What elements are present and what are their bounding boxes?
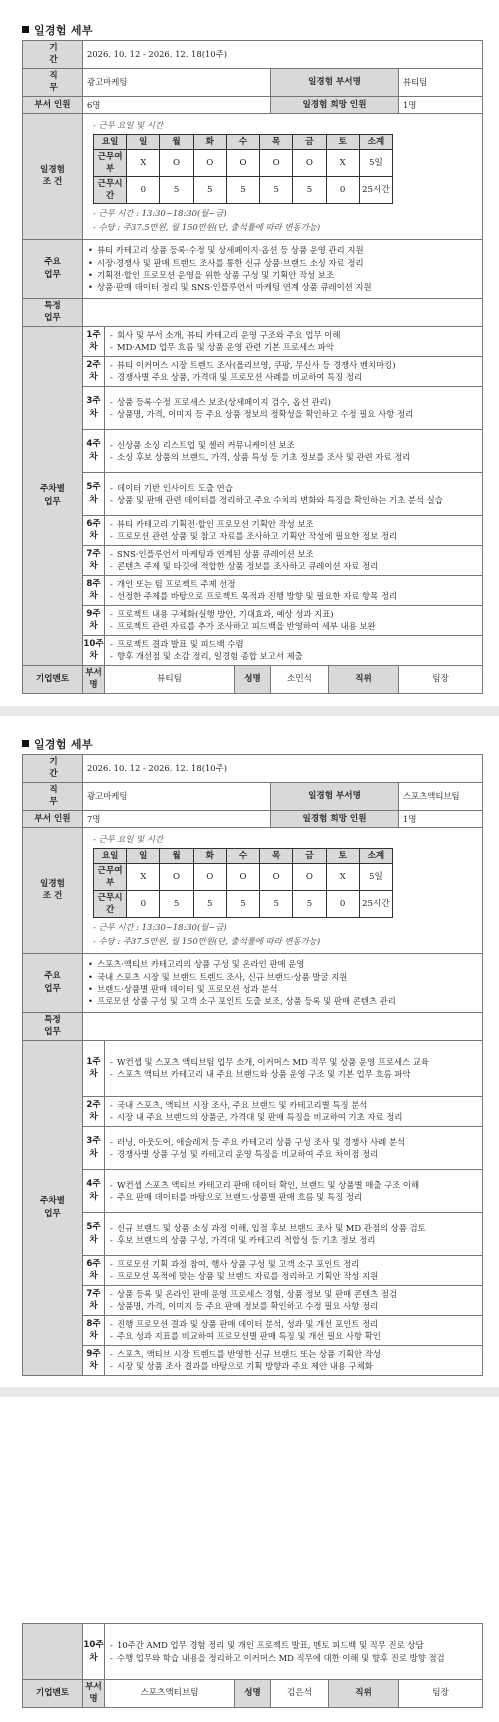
- week-label: 9주차: [83, 605, 105, 635]
- mentor-dept: 스포츠액티브팀: [105, 1680, 235, 1708]
- continuation-table: [22, 1623, 483, 1708]
- label-mentor-dept: 부서명: [83, 665, 105, 693]
- label-hope: 일경험 희망 인원: [271, 96, 399, 113]
- week-content: - W컨셉 스포츠 액티브 카테고리 판매 데이터 확인, 브랜드 및 상품별 매출 구조 이해 - 주요 판매 데이터를 바탕으로 브랜드·상품별 판매 흐름 및 특징 정리: [105, 1169, 483, 1212]
- hope-value: 1명: [399, 810, 483, 827]
- job-value: 광고마케팅: [83, 68, 271, 96]
- section-title: 일경험 세부: [22, 736, 93, 752]
- week-label: 4주차: [83, 1169, 105, 1212]
- week-label: 5주차: [83, 1212, 105, 1255]
- mentor-title: 팀장: [399, 665, 483, 693]
- week-label: 5주차: [83, 472, 105, 515]
- label-weekly: 주차별 업무: [23, 1040, 83, 1375]
- week-content: - 상품 등록 및 온라인 판매 운영 프로세스 경험, 상품 정보 및 판매 콘텐츠 점검 - 상품명, 가격, 이미지 등 주요 판매 정보를 확인하고 수정 필요 사항 정리: [105, 1285, 483, 1315]
- mentor-name: 소민식: [271, 665, 329, 693]
- week-label: 8주차: [83, 575, 105, 605]
- label-dept: 일경험 부서명: [271, 68, 399, 96]
- week-label: 1주차: [83, 326, 105, 356]
- duties-cell: [83, 239, 483, 298]
- week-label: 10주차: [83, 1624, 105, 1680]
- hours-table: 요일 일 월 화 수 목 금 토 소계 근무여부 X O O O O O X 5일 근무시간 0 5 5 5 5 5 0 25시간: [93, 848, 393, 918]
- week-content: - SNS·인플루언서 마케팅과 연계된 상품 큐레이션 보조 - 콘텐츠 주제 및 타깃에 적합한 상품 정보를 조사하고 큐레이션 자료 정리: [105, 545, 483, 575]
- pay-note: - 수당 : 주37.5만원, 월 150만원(단, 출석률에 따라 변동가능): [93, 222, 321, 233]
- week-content: - 개인 또는 팀 프로젝트 주제 선정 - 선정한 주제를 바탕으로 프로젝트 목적과 진행 방향 및 필요한 자료 항목 정리: [105, 575, 483, 605]
- week-content: - 상품 등록·수정 프로세스 보조(상세페이지 검수, 옵션 관리) - 상품명, 가격, 이미지 등 주요 상품 정보의 정확성을 확인하고 수정 필요 사항 정리: [105, 386, 483, 429]
- label-conditions: 일경험 조 건: [23, 827, 83, 953]
- week-label: 6주차: [83, 1255, 105, 1285]
- work-heading: - 근무 요일 및 시간: [93, 833, 164, 844]
- label-mentor-title: 직위: [329, 665, 399, 693]
- dept-staff-value: 6명: [83, 96, 271, 113]
- dept-value: 뷰티팀: [399, 68, 483, 96]
- work-time: - 근무 시간 : 13:30~18:30(월~금): [93, 922, 227, 933]
- week-content: - 신상품 소싱 리스트업 및 셀러 커뮤니케이션 보조 - 소싱 후보 상품의 브랜드, 가격, 상품 특성 등 기초 정보를 조사 및 관련 자료 정리: [105, 429, 483, 472]
- mentor-name: 김은석: [271, 1680, 329, 1708]
- duty-item: • 국내 스포츠 시장 및 브랜드 트렌드 조사, 신규 브랜드·상품 발굴 지원: [97, 971, 478, 983]
- dept-staff-value: 7명: [83, 810, 271, 827]
- conditions-cell: [83, 827, 483, 953]
- label-hope: 일경험 희망 인원: [271, 810, 399, 827]
- work-time: - 근무 시간 : 13:30~18:30(월~금): [93, 208, 227, 219]
- label-special: 특정 업무: [23, 298, 83, 326]
- week-content: - 뷰티 카테고리 기획전·할인 프로모션 기획안 작성 보조 - 프로모션 관련 상품 및 참고 자료를 조사하고 기획안 작성에 필요한 정보 정리: [105, 515, 483, 545]
- section-title: 일경험 세부: [22, 22, 93, 38]
- label-dept: 일경험 부서명: [271, 782, 399, 810]
- duty-item: • 브랜드·상품별 판매 데이터 및 프로모션 성과 분석: [97, 983, 478, 995]
- label-conditions: 일경험 조 건: [23, 113, 83, 239]
- conditions-cell: [83, 113, 483, 239]
- week-label: 4주차: [83, 429, 105, 472]
- label-mentor: 기업멘토: [23, 1680, 83, 1708]
- hours-table: 요일 일 월 화 수 목 금 토 소계 근무여부 X O O O O O X 5일 근무시간 0 5 5 5 5 5 0 25시간: [93, 134, 393, 204]
- hope-value: 1명: [399, 96, 483, 113]
- duties-cell: [83, 953, 483, 1012]
- duty-item: • 시장·경쟁사 및 판매 트렌드 조사를 통한 신규 상품·브랜드 소싱 자료 정리: [97, 257, 478, 269]
- week-label: 7주차: [83, 545, 105, 575]
- page-3: [0, 1397, 499, 1722]
- label-weekly-continued: [23, 1624, 83, 1680]
- label-dept-staff: 부서 인원: [23, 96, 83, 113]
- detail-table: [22, 40, 483, 694]
- mentor-dept: 뷰티팀: [105, 665, 235, 693]
- week-label: 8주차: [83, 1315, 105, 1345]
- duty-item: • 스포츠·액티브 카테고리의 상품 구성 및 온라인 판매 운영: [97, 958, 478, 970]
- label-weekly: 주차별 업무: [23, 326, 83, 665]
- week-label: 9주차: [83, 1345, 105, 1375]
- period-value: 2026. 10. 12 - 2026. 12. 18(10주): [83, 41, 483, 69]
- duty-item: • 뷰티 카테고리 상품 등록·수정 및 상세페이지·옵션 등 상품 운영 관리 지원: [97, 244, 478, 256]
- week-label: 3주차: [83, 1126, 105, 1169]
- page-2: [0, 716, 499, 1387]
- job-value: 광고마케팅: [83, 782, 271, 810]
- label-job: 직 무: [23, 782, 83, 810]
- week-content: - 프로젝트 결과 발표 및 피드백 수렴 - 향후 개선점 및 소감 정리, 일경험 종합 보고서 제출: [105, 635, 483, 665]
- label-duties: 주요 업무: [23, 239, 83, 298]
- label-mentor-name: 성명: [235, 1680, 271, 1708]
- pay-note: - 수당 : 주37.5만원, 월 150만원(단, 출석률에 따라 변동가능): [93, 936, 321, 947]
- week-content: - 진행 프로모션 결과 및 상품 판매 데이터 분석, 성과 및 개선 포인트 정리 - 주요 성과 지표를 비교하여 프로모션별 판매 특징 및 개선 필요 사항 확인: [105, 1315, 483, 1345]
- week-content: - 프로모션 기획 과정 참여, 행사 상품 구성 및 고객 소구 포인트 정리 - 프로모션 목적에 맞는 상품 및 브랜드 자료를 정리하고 기획안 작성 지원: [105, 1255, 483, 1285]
- week-content: - 회사 및 부서 소개, 뷰티 카테고리 운영 구조와 주요 업무 이해 - MD·AMD 업무 흐름 및 상품 운영 관련 기본 프로세스 파악: [105, 326, 483, 356]
- week-label: 7주차: [83, 1285, 105, 1315]
- page-1: [0, 0, 499, 706]
- label-mentor: 기업멘토: [23, 665, 83, 693]
- period-value: 2026. 10. 12 - 2026. 12. 18(10주): [83, 755, 483, 783]
- week-content: - 신규 브랜드 및 상품 소싱 과정 이해, 입점 후보 브랜드 조사 및 MD 관점의 상품 검토 - 후보 브랜드의 상품 구성, 가격대 및 카테고리 적합성 등 기초 정보 정리: [105, 1212, 483, 1255]
- label-mentor-name: 성명: [235, 665, 271, 693]
- label-period: 기 간: [23, 41, 83, 69]
- week-content: - W컨셉 및 스포츠 액티브팀 업무 소개, 이커머스 MD 직무 및 상품 운영 프로세스 교육 - 스포츠 액티브 카테고리 내 주요 브랜드와 상품 운영 구조 및 기본 업무 흐름 파악: [105, 1040, 483, 1096]
- label-duties: 주요 업무: [23, 953, 83, 1012]
- week-label: 1주차: [83, 1040, 105, 1096]
- special-cell: [83, 1012, 483, 1040]
- week-label: 2주차: [83, 1096, 105, 1126]
- label-dept-staff: 부서 인원: [23, 810, 83, 827]
- work-heading: - 근무 요일 및 시간: [93, 119, 164, 130]
- duty-item: • 기획전·할인 프로모션 운영을 위한 상품 구성 및 기획안 작성 보조: [97, 269, 478, 281]
- duty-item: • 프로모션 상품 구성 및 고객 소구 포인트 도출 보조, 상품 등록 및 판매 콘텐츠 관리: [97, 995, 478, 1007]
- week-content: - 10주간 AMD 업무 경험 정리 및 개인 프로젝트 발표, 멘토 피드백 및 직무 진로 상담 - 수행 업무와 학습 내용을 정리하고 이커머스 MD 직무에 대한 이해 및 향후 진로 방향 점검: [105, 1624, 483, 1680]
- week-content: - 프로젝트 내용 구체화(실행 방안, 기대효과, 예상 성과 지표) - 프로젝트 관련 자료를 추가 조사하고 피드백을 반영하여 세부 내용 보완: [105, 605, 483, 635]
- label-mentor-title: 직위: [329, 1680, 399, 1708]
- label-special: 특정 업무: [23, 1012, 83, 1040]
- week-label: 6주차: [83, 515, 105, 545]
- week-content: - 뷰티 이커머스 시장 트렌드 조사(올리브영, 쿠팡, 무신사 등 경쟁사 벤치마킹) - 경쟁사별 주요 상품, 가격대 및 프로모션 사례를 비교하여 특징 정리: [105, 356, 483, 386]
- week-content: - 스포츠, 액티브 시장 트렌드를 반영한 신규 브랜드 또는 상품 기획안 작성 - 시장 및 상품 조사 결과를 바탕으로 기획 방향과 주요 제안 내용 구체화: [105, 1345, 483, 1375]
- week-label: 10주차: [83, 635, 105, 665]
- week-content: - 국내 스포츠, 액티브 시장 조사, 주요 브랜드 및 카테고리별 특징 분석 - 시장 내 주요 브랜드의 상품군, 가격대 및 판매 특징을 비교하여 기초 자료 정리: [105, 1096, 483, 1126]
- label-mentor-dept: 부서명: [83, 1680, 105, 1708]
- dept-value: 스포츠액티브팀: [399, 782, 483, 810]
- special-cell: [83, 298, 483, 326]
- week-content: - 러닝, 아웃도어, 애슬레저 등 주요 카테고리 상품 구성 조사 및 경쟁사 사례 분석 - 경쟁사별 상품 구성 및 카테고리 운영 특징을 비교하여 주요 차이점 정리: [105, 1126, 483, 1169]
- duty-item: • 상품·판매 데이터 정리 및 SNS·인플루언서 마케팅 연계 상품 큐레이션 지원: [97, 281, 478, 293]
- detail-table: [22, 754, 483, 1376]
- week-content: - 데이터 기반 인사이트 도출 연습 - 상품 및 판매 관련 데이터를 정리하고 주요 수치의 변화와 특징을 확인하는 기초 분석 실습: [105, 472, 483, 515]
- label-period: 기 간: [23, 755, 83, 783]
- week-label: 2주차: [83, 356, 105, 386]
- label-job: 직 무: [23, 68, 83, 96]
- mentor-title: 팀장: [399, 1680, 483, 1708]
- week-label: 3주차: [83, 386, 105, 429]
